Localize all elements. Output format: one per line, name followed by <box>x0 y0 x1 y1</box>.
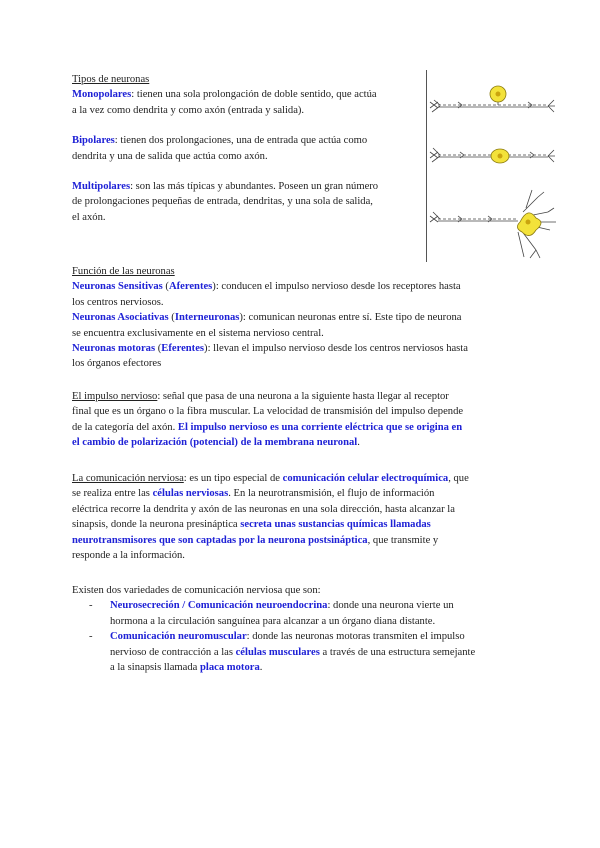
monopolar-neuron-illustration <box>430 86 555 112</box>
paragraph-asociativas: Neuronas Asociativas (Interneuronas): comunican neuronas entre sí. Este tipo de neurona <box>72 312 462 324</box>
neuron-types-figure <box>428 72 558 264</box>
paragraph-monopolares: Monopolares: tienen una sola prolongación de doble sentido, que actúa <box>72 89 377 101</box>
term-bipolares: Bipolares <box>72 135 115 147</box>
section-title-impulso: El impulso nervioso <box>72 391 158 402</box>
paragraph-comunicacion: La comunicación nerviosa: es un tipo especial de comunicación celular electroquímica, que <box>72 473 469 484</box>
figure-divider <box>426 70 427 262</box>
paragraph-sensitivas: Neuronas Sensitivas (Aferentes): conducen el impulso nervioso desde los receptores hasta <box>72 281 461 293</box>
list-bullet: - <box>89 600 93 612</box>
section-title-tipos: Tipos de neuronas <box>72 74 150 85</box>
list-item: - Comunicación neuromuscular: donde las neuronas motoras transmiten el impulso nervioso de contracción a las células musculares a través de una estructura semejante a la sinapsis llamada placa motora. <box>89 631 476 674</box>
bipolar-neuron-illustration <box>430 148 555 163</box>
section-funcion: Función de las neuronas Neuronas Sensitivas (Aferentes): conducen el impulso nervioso desde los receptores hasta los centros nerviosos. Neuronas Asociativas (Interneuronas): comunican neuronas entre sí. Este tipo de neurona se encuentra exclusivamente en el sistema nervioso central. Neuronas motoras (Eferentes): llevan el impulso nervioso desde los centros nerviosos hasta los órganos efectores <box>72 264 530 372</box>
term-monopolares: Monopolares <box>72 89 132 101</box>
term-multipolares: Multipolares <box>72 181 131 193</box>
section-comunicacion: La comunicación nerviosa: es un tipo especial de comunicación celular electroquímica, que se realiza entre las células nerviosas. En la neurotransmisión, el flujo de información eléctrica recorre la dendrita y axón de las neuronas en una sola dirección, hasta alcanzar la sinapsis, donde la neurona presináptica secreta unas sustancias químicas llamadas neurotransmisores que son captadas por la neurona postsináptica, que transmite y responde a la información. <box>72 471 530 563</box>
paragraph-impulso: El impulso nervioso: señal que pasa de una neurona a la siguiente hasta llegar al receptor <box>72 391 449 402</box>
paragraph-bipolares: Bipolares: tienen dos prolongaciones, una de entrada que actúa como <box>72 135 368 147</box>
list-item: - Neurosecreción / Comunicación neuroendocrina: donde una neurona vierte un hormona a la circulación sanguínea para alcanzar a un órgano diana distante. <box>89 600 454 627</box>
paragraph-multipolares: Multipolares: son las más típicas y abundantes. Poseen un gran número <box>72 181 379 193</box>
multipolar-neuron-illustration <box>430 190 556 258</box>
section-variedades <box>72 583 530 675</box>
paragraph-motoras: Neuronas motoras (Eferentes): llevan el impulso nervioso desde los centros nerviosos hasta <box>72 343 468 355</box>
section-title-funcion: Función de las neuronas <box>72 266 175 277</box>
section-impulso: El impulso nervioso: señal que pasa de una neurona a la siguiente hasta llegar al receptor final que es un órgano o la fibra muscular. La velocidad de transmisión del impulso depende de la categoría del axón. El impulso nervioso es una corriente eléctrica que se origina en el cambio de polarización (potencial) de la membrana neuronal. <box>72 389 530 451</box>
variedades-intro: Existen dos variedades de comunicación nerviosa que son: <box>72 585 321 596</box>
list-bullet: - <box>89 631 93 643</box>
section-title-comunicacion: La comunicación nerviosa <box>72 473 184 484</box>
section-tipos: Tipos de neuronas Monopolares: tienen una sola prolongación de doble sentido, que actúa a la vez como dendrita y como axón (entrada y salida). Bipolares: tienen dos prolongaciones, una de entrada que actúa como dendrita y una de salida que actúa como axón. Multipolares: son las más típicas y abundantes. Poseen un gran número de prolongaciones pequeñas de entrada, dendritas, y una sola de salida, el axón. <box>72 72 417 225</box>
